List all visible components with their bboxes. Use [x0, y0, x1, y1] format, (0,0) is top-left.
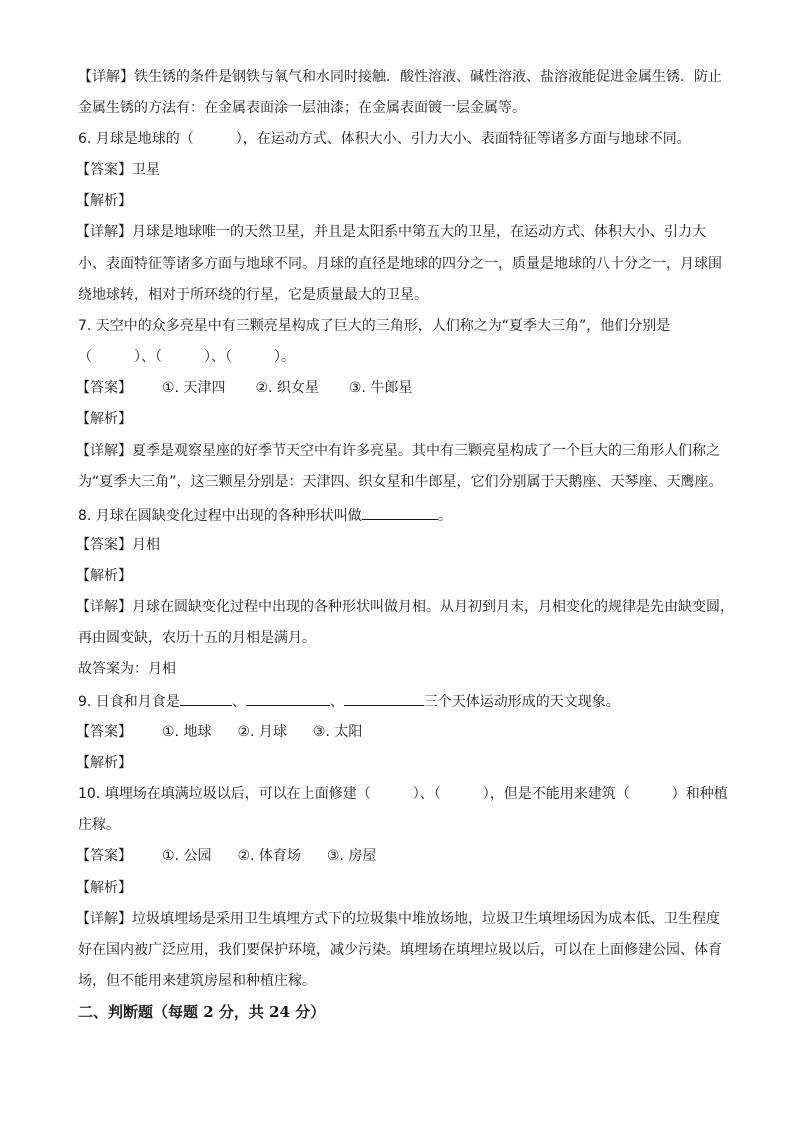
answer-item: ①. 公园 — [162, 848, 212, 864]
answer-label: 【答案】 — [76, 848, 132, 864]
answer-8: 【答案】月相 — [76, 537, 160, 553]
detail-text-line: 好在国内被广泛应用，我们要保护环境，减少污染。填埋场在填埋垃圾以后，可以在上面修建公园、体育 — [78, 942, 722, 958]
detail-text-line: 金属生锈的方法有：在金属表面涂一层油漆；在金属表面镀一层金属等。 — [78, 100, 526, 116]
answer-10 — [76, 847, 376, 865]
analysis-label: 【解析】 — [76, 755, 132, 771]
fill-blank — [246, 691, 330, 706]
question-10: 10. 填埋场在填满垃圾以后，可以在上面修建（ ）、（ ），但是不能用来建筑（ ）和种植 — [78, 786, 728, 802]
detail-text-line: 【详解】夏季是观察星座的好季节天空中有许多亮星。其中有三颗亮星构成了一个巨大的三角形人们称之 — [76, 443, 720, 459]
detail-text-line: 【详解】铁生锈的条件是钢铁与氧气和水同时接触．酸性溶液、碱性溶液、盐溶液能促进金属生锈．防止 — [78, 69, 722, 85]
separator: 、 — [231, 694, 246, 710]
analysis-label: 【解析】 — [76, 193, 132, 209]
answer-label: 【答案】 — [76, 724, 132, 740]
answer-6: 【答案】卫星 — [76, 162, 160, 178]
section-heading: 二、判断题（每题 2 分，共 24 分） — [78, 1003, 326, 1021]
answer-item: ③. 牛郎星 — [348, 380, 413, 396]
question-10-cont: 庄稼。 — [78, 817, 120, 833]
answer-item: ②. 月球 — [237, 724, 287, 740]
answer-label: 【答案】 — [76, 380, 132, 396]
question-6: 6. 月球是地球的（ ），在运动方式、体积大小、引力大小、表面特征等诸多方面与地球不同。 — [78, 131, 691, 147]
answer-item: ②. 体育场 — [237, 848, 301, 864]
question-text: 。 — [437, 508, 452, 524]
detail-text-line: 再由圆变缺，农历十五的月相是满月。 — [78, 630, 316, 646]
question-8 — [78, 505, 452, 525]
fill-blank — [362, 505, 438, 520]
analysis-label: 【解析】 — [76, 568, 132, 584]
answer-item: ③. 房屋 — [326, 848, 377, 864]
fill-blank — [180, 691, 232, 706]
detail-text-line: 【详解】月球是地球唯一的天然卫星，并且是太阳系中第五大的卫星，在运动方式、体积大小、引力大 — [76, 224, 706, 240]
analysis-label: 【解析】 — [76, 411, 132, 427]
answer-item: ①. 地球 — [162, 724, 212, 740]
answer-9 — [76, 723, 362, 741]
detail-text-line: 故答案为：月相 — [78, 661, 176, 677]
detail-text-line: 【详解】垃圾填埋场是采用卫生填埋方式下的垃圾集中堆放场地，垃圾卫生填埋场因为成本低、卫生程度 — [76, 911, 720, 927]
question-text: 8. 月球在圆缺变化过程中出现的各种形状叫做 — [78, 508, 362, 524]
detail-text-line: 绕地球转，相对于所环绕的行星，它是质量最大的卫星。 — [78, 287, 428, 303]
answer-7 — [76, 379, 412, 397]
answer-item: ①. 天津四 — [162, 380, 226, 396]
question-7: 7. 天空中的众多亮星中有三颗亮星构成了巨大的三角形，人们称之为“夏季大三角”，他们分别是 — [78, 318, 671, 334]
answer-item: ③. 太阳 — [312, 724, 363, 740]
detail-text-line: 场，但不能用来建筑房屋和种植庄稼。 — [78, 973, 316, 989]
analysis-label: 【解析】 — [76, 880, 132, 896]
question-7-blanks: （ ）、（ ）、（ ）。 — [78, 349, 295, 365]
answer-item: ②. 织女星 — [255, 380, 319, 396]
detail-text-line: 小、表面特征等诸多方面与地球不同。月球的直径是地球的四分之一，质量是地球的八十分之一，月球围 — [78, 256, 722, 272]
detail-text-line: 为“夏季大三角”，这三颗星分别是：天津四、织女星和牛郎星，它们分别属于天鹅座、天琴座、天鹰座。 — [78, 474, 723, 490]
question-text: 三个天体运动形成的天文现象。 — [423, 694, 620, 710]
separator: 、 — [329, 694, 344, 710]
question-text: 9. 日食和月食是 — [78, 694, 180, 710]
question-9 — [78, 691, 620, 711]
fill-blank — [344, 691, 424, 706]
detail-text-line: 【详解】月球在圆缺变化过程中出现的各种形状叫做月相。从月初到月末，月相变化的规律是先由缺变圆， — [76, 599, 734, 615]
